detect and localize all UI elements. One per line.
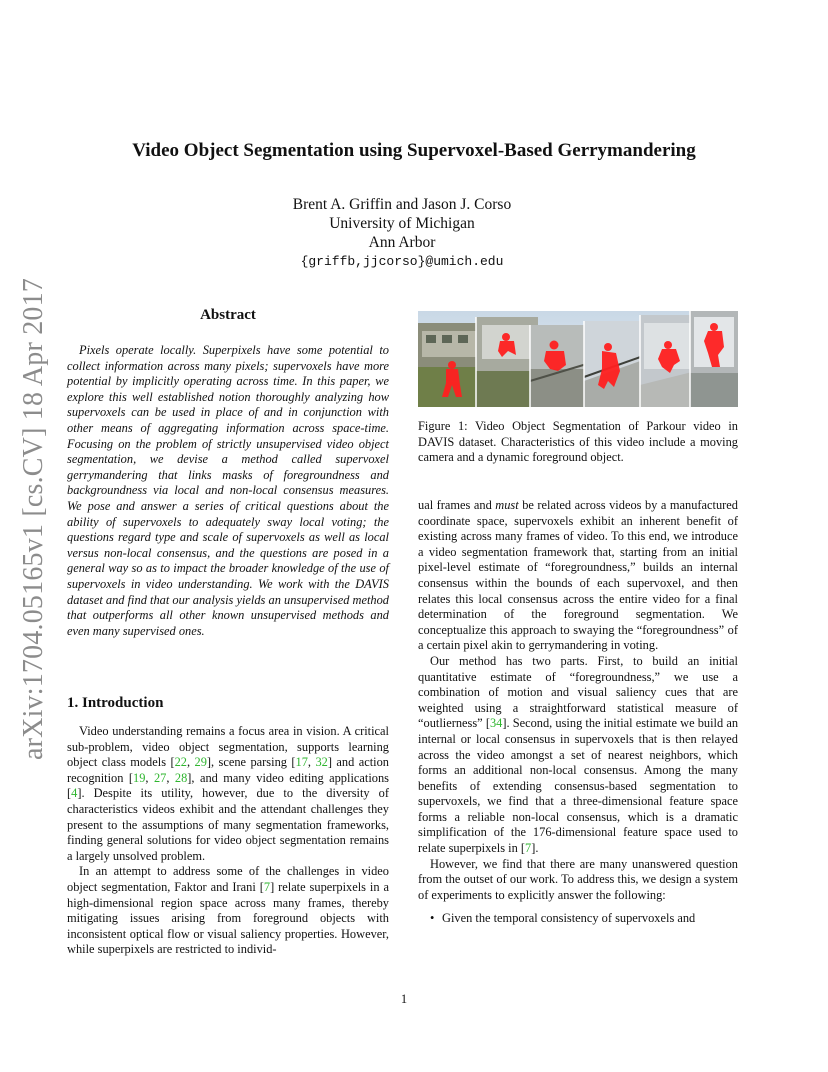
figure-1-image xyxy=(418,311,738,407)
question-list xyxy=(418,911,738,927)
citation-link[interactable]: 28 xyxy=(174,770,188,785)
arxiv-stamp: arXiv:1704.05165v1 [cs.CV] 18 Apr 2017 xyxy=(18,277,49,760)
intro-paragraph-2: In an attempt to address some of the challenges in video object segmentation, Faktor and Irani [7] relate superpixels in a high-dimensional region space across many frames, thereby mitigating issues arising from foreground objects with inconsistent optical flow or visual saliency properties. However, while superpixels are restricted to individ- xyxy=(67,864,389,957)
right-paragraph-3: However, we find that there are many unanswered question from the outset of our work. To address this, we design a system of experiments to explicitly answer the following: xyxy=(418,856,738,902)
intro-paragraph-1: Video understanding remains a focus area in vision. A critical sub-problem, video object segmentation, supports learning object class models [22, 29], scene parsing [17, 32] and action recognition [19, 27, 28], and many video editing applications [4]. Despite its utility, however, due to the diversity of characteristics videos exhibit and the attendant challenges they present to the assumptions of many segmentation frameworks, finding general solutions for video object segmentation remains a largely unsolved problem. xyxy=(67,724,389,863)
abstract-paragraph: Pixels operate locally. Superpixels have some potential to collect information across many pixels; supervoxels have more potential by implicitly operating across time. In this paper, we explore this well established notion thoroughly analyzing how supervoxels can be used in place of and in conjunction with other means of aggregating information across space-time. Focusing on the problem of strictly unsupervised video object segmentation, we devise a method called supervoxel gerrymandering that links masks of foregroundness and backgroundness via local and non-local consensus measures. We pose and answer a series of critical questions about the ability of supervoxels to adequately sway local voting; the questions regard type and scale of supervoxels as well as local versus non-local consensus, and the questions are posed in a general way so as to impact the broader knowledge of the use of supervoxels in video understanding. We work with the DAVIS dataset and find that our analysis yields an unsupervised method that outperforms all other known unsupervised methods and even many supervised ones. xyxy=(67,343,389,638)
citation-link[interactable]: 4 xyxy=(71,786,78,801)
citation-link[interactable]: 7 xyxy=(525,841,532,856)
page-number: 1 xyxy=(400,992,408,1006)
parkour-collage-image xyxy=(418,311,738,407)
section-heading-introduction: 1. Introduction xyxy=(67,695,164,711)
citation-link[interactable]: 19 xyxy=(133,770,146,785)
introduction-text xyxy=(67,724,389,958)
citation-link[interactable]: 17 xyxy=(295,755,308,770)
right-column-text xyxy=(418,498,738,927)
right-paragraph-2: Our method has two parts. First, to build an initial quantitative estimate of “foregroundness,” we use a combination of motion and visual saliency cues that are weighted using a straightforward statistical measure of “outlierness” [34]. Second, using the initial estimate we build an internal or local consensus in supervoxels that is then relayed across the video amongst a set of nearest neighbors, which forms an additional non-local consensus. Among the many benefits of extending consensus-based segmentation to supervoxels, we find that a three-dimensional feature space forms a reliable non-local consensus, which is a dramatic simplification of the 176-dimensional feature space used to relate superpixels in [7]. xyxy=(418,653,739,856)
paper-title: Video Object Segmentation using Supervoxel-Based Gerrymandering xyxy=(132,140,696,161)
citation-link[interactable]: 27 xyxy=(153,770,167,785)
citation-link[interactable]: 32 xyxy=(315,755,328,770)
author-location: Ann Arbor xyxy=(368,234,436,251)
citation-link[interactable]: 22 xyxy=(174,755,187,770)
figure-1-caption: Figure 1: Video Object Segmentation of Parkour video in DAVIS dataset. Characteristics of this video include a moving camera and a dynamic foreground object. xyxy=(418,419,738,465)
citation-link[interactable]: 7 xyxy=(263,879,271,894)
citation-link[interactable]: 34 xyxy=(489,716,503,731)
author-affiliation: University of Michigan xyxy=(329,215,475,232)
right-paragraph-1: ual frames and must be related across videos by a manufactured coordinate space, supervoxels exhibit an inherent benefit of existing across many frames of video. To this end, we introduce a video segmentation framework that, starting from an initial pixel-level estimate of “foregroundness,” builds an internal consensus within the bounds of each supervoxel, and then relates this local consensus across the entire video for a final determination of the foreground segmentation. We conceptualize this approach to swaying the “foregroundness” of a certain pixel akin to gerrymandering in voting. xyxy=(418,498,738,653)
author-names: Brent A. Griffin and Jason J. Corso xyxy=(292,196,512,213)
list-item: • Given the temporal consistency of supervoxels and xyxy=(430,911,738,927)
author-email: {griffb,jjcorso}@umich.edu xyxy=(300,254,504,269)
author-block xyxy=(200,195,604,272)
abstract-text xyxy=(67,343,389,639)
abstract-heading: Abstract xyxy=(200,307,256,323)
citation-link[interactable]: 29 xyxy=(194,755,207,770)
